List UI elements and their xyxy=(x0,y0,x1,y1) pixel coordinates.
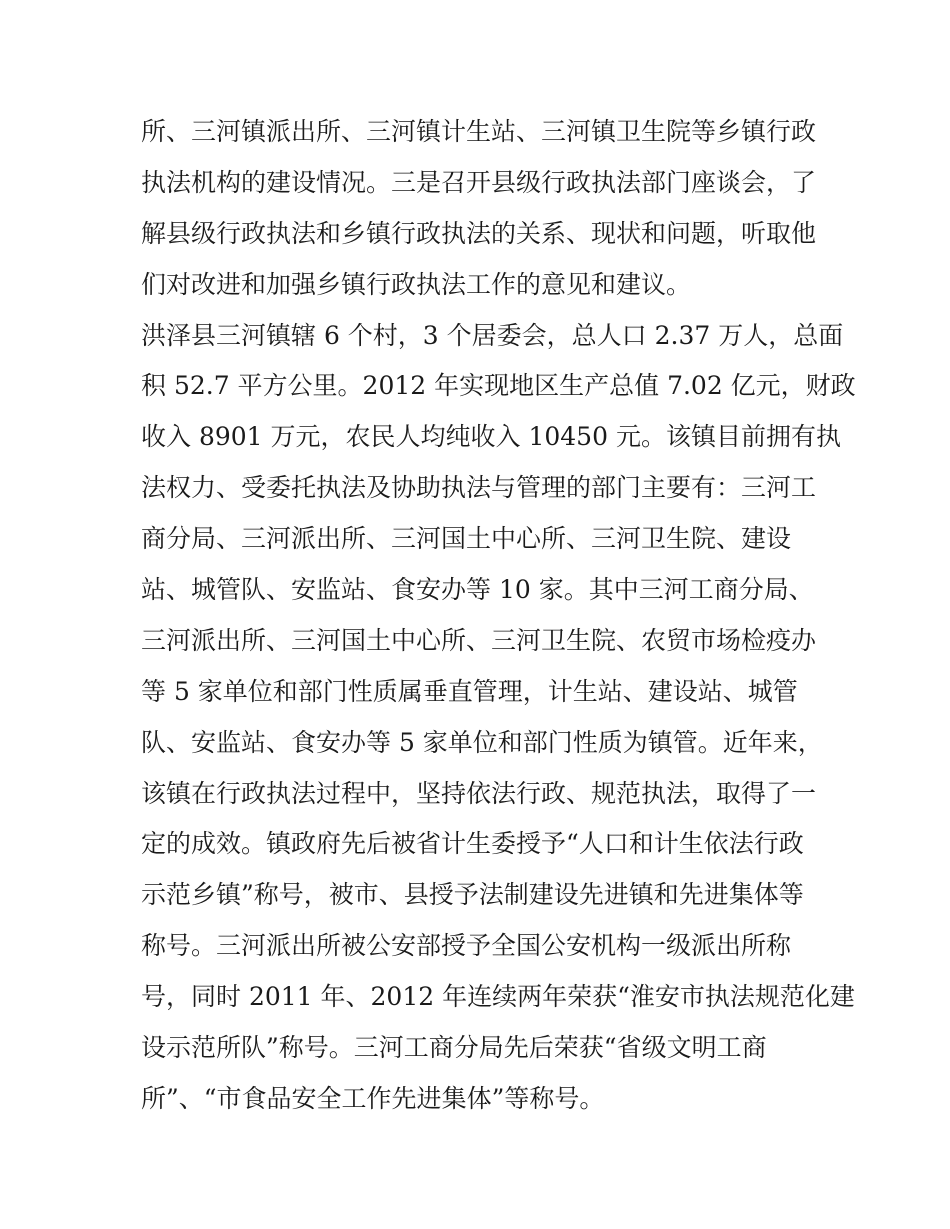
text-line: 洪泽县三河镇辖 6 个村，3 个居委会，总人口 2.37 万人，总面 xyxy=(141,320,844,350)
text-line: 所”、“市食品安全工作先进集体”等称号。 xyxy=(141,1083,605,1113)
text-line: 称号。三河派出所被公安部授予全国公安机构一级派出所称 xyxy=(141,931,792,961)
text-line: 积 52.7 平方公里。2012 年实现地区生产总值 7.02 亿元，财政 xyxy=(141,371,856,401)
body-text xyxy=(141,107,856,1125)
text-line: 设示范所队”称号。三河工商分局先后荣获“省级文明工商 xyxy=(141,1033,767,1063)
text-line: 商分局、三河派出所、三河国土中心所、三河卫生院、建设 xyxy=(141,524,792,554)
text-line: 收入 8901 万元，农民人均纯收入 10450 元。该镇目前拥有执 xyxy=(141,422,841,452)
text-line: 该镇在行政执法过程中，坚持依法行政、规范执法，取得了一 xyxy=(141,778,817,808)
text-line: 号，同时 2011 年、2012 年连续两年荣获“淮安市执法规范化建 xyxy=(141,982,855,1012)
text-line: 三河派出所、三河国土中心所、三河卫生院、农贸市场检疫办 xyxy=(141,625,817,655)
text-line: 所、三河镇派出所、三河镇计生站、三河镇卫生院等乡镇行政 xyxy=(141,117,817,146)
text-line: 等 5 家单位和部门性质属垂直管理，计生站、建设站、城管 xyxy=(141,676,798,706)
text-line: 们对改进和加强乡镇行政执法工作的意见和建议。 xyxy=(141,269,692,299)
text-line: 定的成效。镇政府先后被省计生委授予“人口和计生依法行政 xyxy=(141,829,804,859)
text-line: 法权力、受委托执法及协助执法与管理的部门主要有：三河工 xyxy=(141,473,817,503)
text-line: 执法机构的建设情况。三是召开县级行政执法部门座谈会，了 xyxy=(141,167,817,197)
text-line: 解县级行政执法和乡镇行政执法的关系、现状和问题，听取他 xyxy=(141,218,817,248)
text-line: 队、安监站、食安办等 5 家单位和部门性质为镇管。近年来， xyxy=(141,727,823,757)
text-line: 示范乡镇”称号，被市、县授予法制建设先进镇和先进集体等 xyxy=(141,880,804,910)
text-line: 站、城管队、安监站、食安办等 10 家。其中三河工商分局、 xyxy=(141,575,814,605)
